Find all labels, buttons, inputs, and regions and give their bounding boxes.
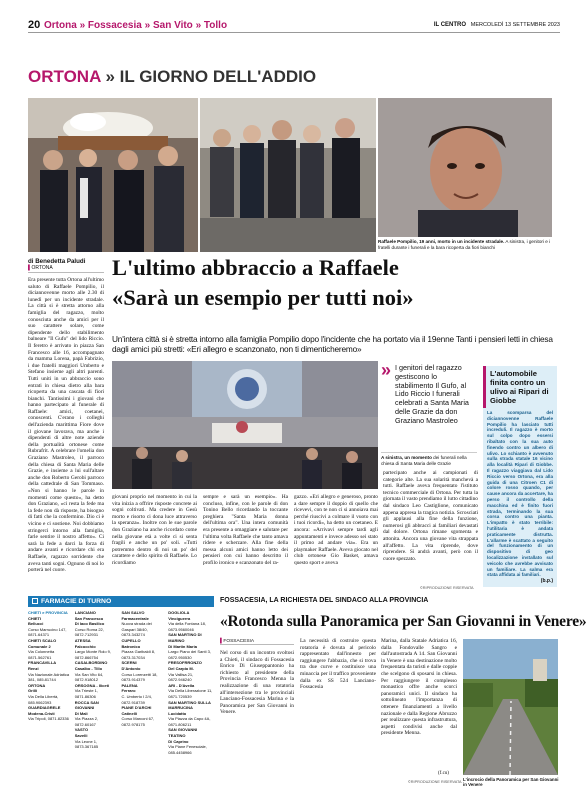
pharmacy-col-3: SAN SALVO Farmacentrale Nuova strada dei Gaspari 38/40, 0873.343274 CUPELLO Batronico Piazza Garibaldi 8, 0873.317034 SCERNI D'Antonio Corso Lorenzetti 18, 0873.914379 PALENA Ferraro C. Umberto I 2/4, 0872.918739 PIANE D'ARCHI Catinelli Corso Marconi 67, 0872.978175 — [121, 610, 158, 727]
church-caption-text: dei funerali nella chiesa di Santa Maria delle Grazie — [381, 455, 467, 466]
dateline: ▌ORTONA — [28, 265, 104, 273]
funeral-photo-family — [200, 98, 376, 252]
panoramica-caption: L'incrocio della Panoramica per San Giovanni in Venere — [463, 777, 559, 788]
pharmacy-col-4: DOGLIOLA Vinciguerra Via della Fontana 18, 0873.9560046 SAN MARTINO DI MARINO Di Martin Maria Largo Piano dei Santi 3, 0872.950530 FRESOFRRONZO Del Carpio M. Via Vallisa 21, 0872.946240 ARI - D'Avella Via Della Liberazione 11, 0871.720539 SAN MARTINO SULLA MARRUCINA Lucidatto Via Piazza da Capo 4A, 0871.806211 SAN GIOVANNI TEATINO Di Caprino Via Piane Fenesciale, 085.4458966 — [168, 610, 213, 755]
pullquote-text: I genitori del ragazzo gestiscono lo stabilimento Il Gufo, al Lido Riccio I funerali celebrati a Santa Maria delle Grazie da don Graziano Mastroleo — [395, 363, 469, 425]
author-line — [28, 258, 104, 273]
headline-2: «Sarà un esempio per tutti noi» — [112, 285, 414, 310]
portrait-photo-raffaele — [378, 98, 552, 237]
coffin-photo-graphic — [28, 98, 198, 252]
fossacesia-headline: «Rotonda sulla Panoramica per San Giovanni in Venere» — [220, 613, 586, 630]
panoramica-photo — [463, 639, 558, 775]
headline-1: L'ultimo abbraccio a Raffaele — [112, 255, 399, 280]
portrait-graphic — [378, 98, 552, 237]
author: di Benedetta Paludi — [28, 258, 86, 265]
article-copyright: ©RIPRODUZIONE RISERVATA — [420, 586, 474, 590]
fossacesia-signature: (f.cu) — [438, 771, 449, 776]
section-headline: IL GIORNO DELL'ADDIO — [119, 67, 317, 86]
town-san-vito[interactable]: San Vito — [152, 20, 193, 31]
newspaper-name: IL CENTRO — [433, 22, 467, 28]
sidebar-text: La scomparsa del diciannovenne Raffaele Pompilio ha lasciato tutti increduli. Il ragazzo è morto sul colpo dopo essersi ribaltato con la sua auto finendo contro un albero di ulivo. Lo schianto è avvenuto sulla strada statale 16 vicino alla località Ripari di Giobbe. Il ragazzo viaggiava dal Lido Riccio verso Ortona, era alla guida di una Citroen C1 di colore rosso quando, per cause ancora da accertare, ha perso il controllo della macchina ed è finito fuori strada, terminando la sua corsa contro una pianta. L'impatto è stato terribile: l'utilitaria è andata praticamente distrutta. L'allarme è scattato a seguito del funzionamento di un dispositivo di geo localizzazione installato sul veicolo che avrebbe avvisato un familiare. La salma era stata affidata ai familiari. — [487, 410, 553, 578]
section-title — [28, 67, 316, 87]
funeral-photo-coffin — [28, 98, 198, 252]
town-ortona[interactable]: Ortona — [44, 20, 77, 31]
masthead — [434, 22, 560, 28]
issue-date: MERCOLEDÌ 13 SETTEMBRE 2023 — [470, 22, 560, 28]
page-header — [28, 19, 560, 33]
standfirst: Un'intera città si è stretta intorno alla famiglia Pompilio dopo l'incidente che ha portato via il 19enne Tanti i pensieri letti in chiesa dagli amici più stretti: «Eri allegro e scanzonato, non ti dimenticheremo» — [112, 334, 553, 355]
article-column-1: Era presente tutta Ortona all'ultimo saluto di Raffaele Pompilio, il diciannovenne morto alle 2.30 di lunedì per un incidente stradale. La città si è stretta attorno alla famiglia del ragazzo, molto conosciuta anche da amici per il suo carattere solare, come dipendente dello stabilimento balneare "Il Gufo" del lido Riccio. Il feretro è arrivato in piazza San Francesco alle 16, accompagnato da mamma Lorena, papà Fabrizio, i due fratelli maggiori Umberto e Stefano insieme agli altri parenti. Tutti uniti in un abbraccio sono entrati in chiesa dietro alla bara ricoperta da una cascata di fiori bianchi. Tantissimi i giovani che hanno partecipato al funerale di Raffaele: amici, coetanei, conoscenti. C'erano i colleghi dell'azienda marittima Fiore dove il giovane lavorava, ma anche i dipendenti di altre note aziende della portualità ortonese come Rubrafrit. A celebrare l'omelia don Graziano Mastroleo, il parroco della chiesa di Santa Maria delle Grazie, e insieme a lui sull'altare anche don Roberto Gerobi parroco della cattedrale di San Tommaso. «Non si hanno le parole in momenti come questo», ha detto don Graziano, «ci resta la fede ma la fede non dà risposte, ha bisogno di fatti che la confermino. Dio ci è vicino e ci sostiene. Noi dobbiamo stringerci intorno alla famiglia, farle sentire il nostro affetto». Ci sarà la fede a darci la forza di andare avanti e ricordare chi era Raffaele, ragazzo sorridente che aveva tanti sogni. Ognuno di noi lo porterà nel cuore. — [28, 277, 104, 574]
fossacesia-column-2: La necessità di costruire questa rotatoria è dovuta al pericolo rappresentato dall'innesto per raggiungere l'abbazia, che si trova tra due curve e costituisce una minaccia per il traffico proveniente dalla ex SS 524 Lanciano-Fossacesia — [300, 638, 376, 691]
road-photo-graphic — [463, 639, 558, 775]
photo-caption-label: Raffaele Pompilio, 19 anni, morto in un incidente stradale. — [378, 239, 505, 244]
sidebar-signature: (b.p.) — [540, 578, 553, 584]
section-city: ORTONA — [28, 67, 101, 86]
church-caption-label: A sinistra, un momento — [381, 455, 432, 460]
church-photo — [112, 361, 378, 489]
fossacesia-dateline: ▌FOSSACESIA — [220, 639, 294, 645]
photo-caption — [378, 239, 554, 250]
photo-caption-text: A sinistra, i genitori e i fratelli durante i funerali e la bara ricoperta da fiori bianchi — [378, 239, 551, 250]
town-tollo[interactable]: Tollo — [203, 20, 228, 31]
pharmacy-col-1: CHIETI e PROVINCIA CHIETI Bellucci Corso Marrucino 147, 0871.64371 CHIETI SCALO Comunale 2 Via Colonnetta 0871.562761 FRANCAVILLA Renzi Via Nazionale Adriatica 381, 085.81744 ORTONA Grilli Via Della Libertà, 085.9062393 GUARDIAGRELE Modena-Cristi Via Tripoli, 0871.82336 — [28, 610, 70, 722]
pullquote-marks: » — [381, 360, 392, 380]
pharmacy-icon — [32, 598, 38, 604]
church-caption — [381, 452, 477, 466]
family-photo-graphic — [200, 98, 376, 252]
fossacesia-dateline-marker: ▌ — [220, 639, 224, 644]
dateline-marker: ▌ — [28, 265, 32, 271]
page-number: 20 — [28, 19, 41, 31]
pharmacies-columns — [28, 610, 214, 755]
article-column-2: giovani proprio nel momento in cui la vita inizia a offrire risposte concrete ai sogni coltivati. Ma credere in Gesù morto e risorto ci dona luce attraverso la speranza». Inoltre con le sue parole don Graziano ha anche ricordato come nella giovane età a volte ci si senta fragili e anche un po' soli. «Tutti potremmo dentro di noi un po' del carattere e dello spirito di Raffaele. Lo ricordiamo — [112, 494, 197, 566]
fossacesia-column-3: Marina, dalla Statale Adriatica 16, dalla Fondovalle Sangro e dall'autostrada A 14. San Giovanni in Venere è una destinazione molto frequentata da turisti e dalle coppie che scelgono di sposarsi in chiesa. Per raggiungere il complesso monastico offre anche scorci panoramici unici. Il sindaco ha sottolineato l'importanza di ottenere finanziamenti a livello nazionale e dalla Regione Abruzzo per realizzare questa infrastruttura, aspetti condivisi anche dal presidente Menna. — [381, 638, 457, 737]
towns-nav: Ortona » Fossacesia » San Vito » Tollo — [44, 20, 228, 31]
sidebar-box — [483, 366, 557, 587]
pharmacies-header: FARMACIE DI TURNO — [28, 596, 214, 607]
article-column-3: sempre e sarà un esempio». Ha concluso, infine, con le parole di don Tonino Bello ricordando la toccante preghiera "Santa Maria donna dell'ultima ora". Una intera comunità era presente a omaggiare e salutare per l'ultima volta Raffaele che tanto amava ridere e scherzare. Alla fine della messa alcuni amici hanno letto dei pensieri con cui hanno descritto il profilo ironico e scanzonato del ra- — [203, 494, 288, 566]
pullquote — [381, 360, 477, 426]
pharmacies-box — [28, 596, 214, 786]
fossacesia-column-1: Nel corso di un incontro svoltosi a Chieti, il sindaco di Fossacesia Enrico Di Giuseppantonio ha richiesto al presidente della Provincia Francesco Menna la realizzazione di una rotatoria all'intersezione tra le provinciali Lanciano-Fossacesia Marina e la Panoramica per San Giovanni in Venere. — [220, 650, 294, 716]
sidebar-title: L'automobile finita contro un ulivo ai Ripari di Giobbe — [483, 366, 557, 408]
church-photo-graphic — [112, 361, 378, 489]
pharmacy-col-2: LANCIANO San Francesco Di Iaco Basilico Corso Roma 22, 0872.712931 ATESSA Falcocchio Largo Monte Rolo 9, 0872.866754 CASALBORDINO Casalbo - Tillo Via San Vito 64, 0872.918012 ORSOGNA - Iliceti Via Trieste 1, 0871.86306 ROCCA SAN GIOVANNI Di Mali Via Piazza 2, 0872.60167 VASTO Savelli Via Leone 1, 0873.367185 — [74, 610, 111, 750]
town-fossacesia[interactable]: Fossacesia — [87, 20, 142, 31]
fossacesia-kicker: FOSSACESIA, LA RICHIESTA DEL SINDACO ALLA PROVINCIA — [220, 597, 429, 604]
article-column-4: gazzo. «Eri allegro e generoso, pronto a dare sempre il doppio di quello che ricevevi, con te non ci si annoiava mai perché riuscivi a colmare il vuoto con i tuoi ricordi», ha detto un coetaneo. E ancora: «Arrivavi sempre tardi agli appuntamenti e invece adesso sei stato il primo ad andare via». Era un playmaker Raffaele. Aveva giocato nel club ortonese Gio Basket, amava questo sport e aveva — [294, 494, 378, 566]
section-separator: » — [105, 67, 115, 86]
fossacesia-copyright: ©RIPRODUZIONE RISERVATA — [408, 780, 462, 784]
article-column-5: partecipato anche ai campionati di categorie alte. La sua solarità manchevà a tutti. Raffaele aveva frequentato l'istituto tecnico commerciale di Ortona. Per tutta la giornata il vasto prendiamo il lutto cittadino dal sindaco Leo Castiglione, comunicato appena appresa la tragica notizia. Scrosciati gli applausi alla fine della funzione, numerosi gli abbracci ai familiari devastati dal dolore. Ortona rimane sgomenta e attonita. Ancora una giovane vita strappata all'affetto. La vita riprende, dove riprendere. Si andrà avanti, però con il cuore spezzato. — [383, 470, 478, 562]
